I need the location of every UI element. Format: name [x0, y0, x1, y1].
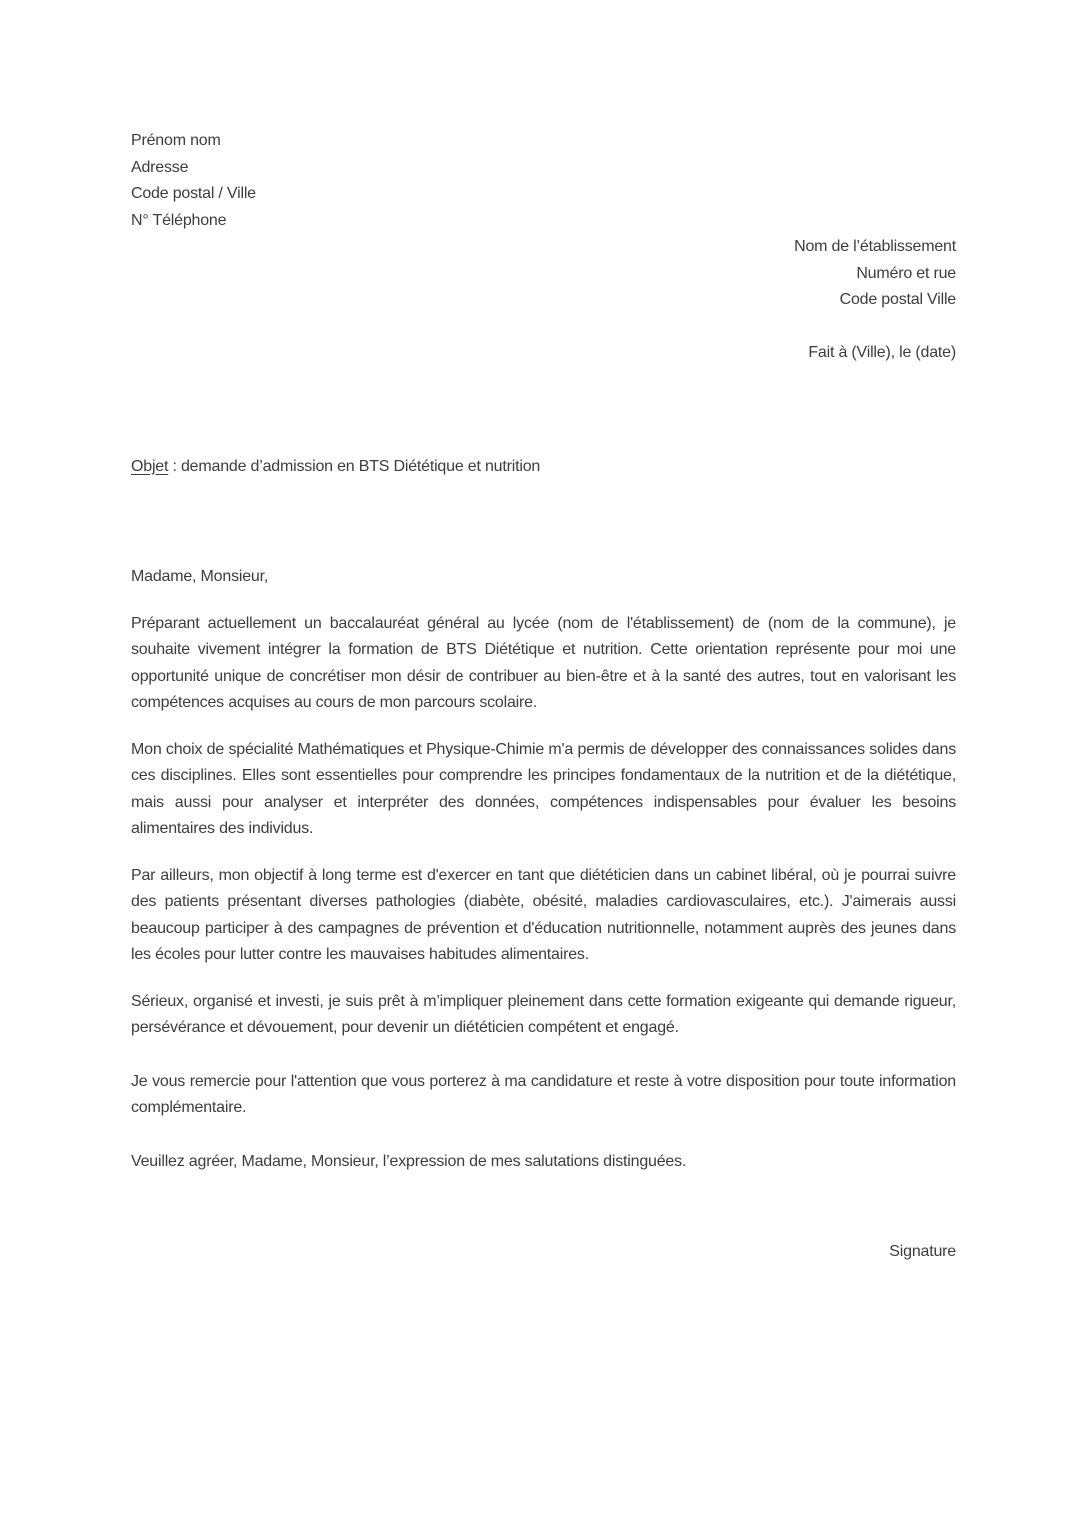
paragraph-specialites: Mon choix de spécialité Mathématiques et Physique-Chimie m'a permis de développer des connaissances solides dans ces disciplines. Elles sont essentielles pour comprendre les principes fondamentaux de la nutrition et de la diététique, mais aussi pour analyser et interpréter des données, compétences indispensables pour évaluer les besoins alimentaires des individus. [131, 740, 956, 837]
sender-address-block [131, 128, 956, 234]
salutation: Madame, Monsieur, [131, 568, 269, 585]
place-date-line: Fait à (Ville), le (date) [808, 344, 956, 361]
recipient-establishment: Nom de l’établissement [794, 238, 956, 255]
subject-text: : demande d’admission en BTS Diététique et nutrition [168, 457, 541, 475]
sender-street: Adresse [131, 158, 189, 176]
paragraph-qualites: Sérieux, organisé et investi, je suis prêt à m’impliquer pleinement dans cette formation exigeante qui demande rigueur, persévérance et dévouement, pour devenir un diététicien compétent et engagé. [131, 992, 956, 1036]
signature-label: Signature [889, 1243, 956, 1260]
recipient-street: Numéro et rue [856, 264, 956, 282]
paragraph-introduction: Préparant actuellement un baccalauréat général au lycée (nom de l'établissement) de (nom de la commune), je souhaite vivement intégrer la formation de BTS Diététique et nutrition. Cette orientation représente pour moi une opportunité unique de concrétiser mon désir de contribuer au bien-être et à la santé des autres, tout en valorisant les compétences acquises au cours de mon parcours scolaire. [131, 614, 956, 711]
recipient-address-block [131, 234, 956, 314]
subject-label: Objet [131, 457, 169, 475]
sender-phone: N° Téléphone [131, 211, 227, 229]
subject-line [131, 454, 956, 481]
paragraph-remerciement: Je vous remercie pour l'attention que vous porterez à ma candidature et reste à votre disposition pour toute information complémentaire. [131, 1072, 956, 1116]
sender-name: Prénom nom [131, 132, 221, 149]
paragraph-objectif: Par ailleurs, mon objectif à long terme est d'exercer en tant que diététicien dans un cabinet libéral, où je pourrai suivre des patients présentant diverses pathologies (diabète, obésité, maladies cardiovasculaires, etc.). J'aimerais aussi beaucoup participer à des campagnes de prévention et d'éducation nutritionnelle, notamment auprès des jeunes dans les écoles pour lutter contre les mauvaises habitudes alimentaires. [131, 866, 956, 963]
closing-formula: Veuillez agréer, Madame, Monsieur, l’expression de mes salutations distinguées. [131, 1152, 687, 1170]
sender-postal-city: Code postal / Ville [131, 185, 256, 202]
recipient-postal-city: Code postal Ville [839, 291, 956, 308]
